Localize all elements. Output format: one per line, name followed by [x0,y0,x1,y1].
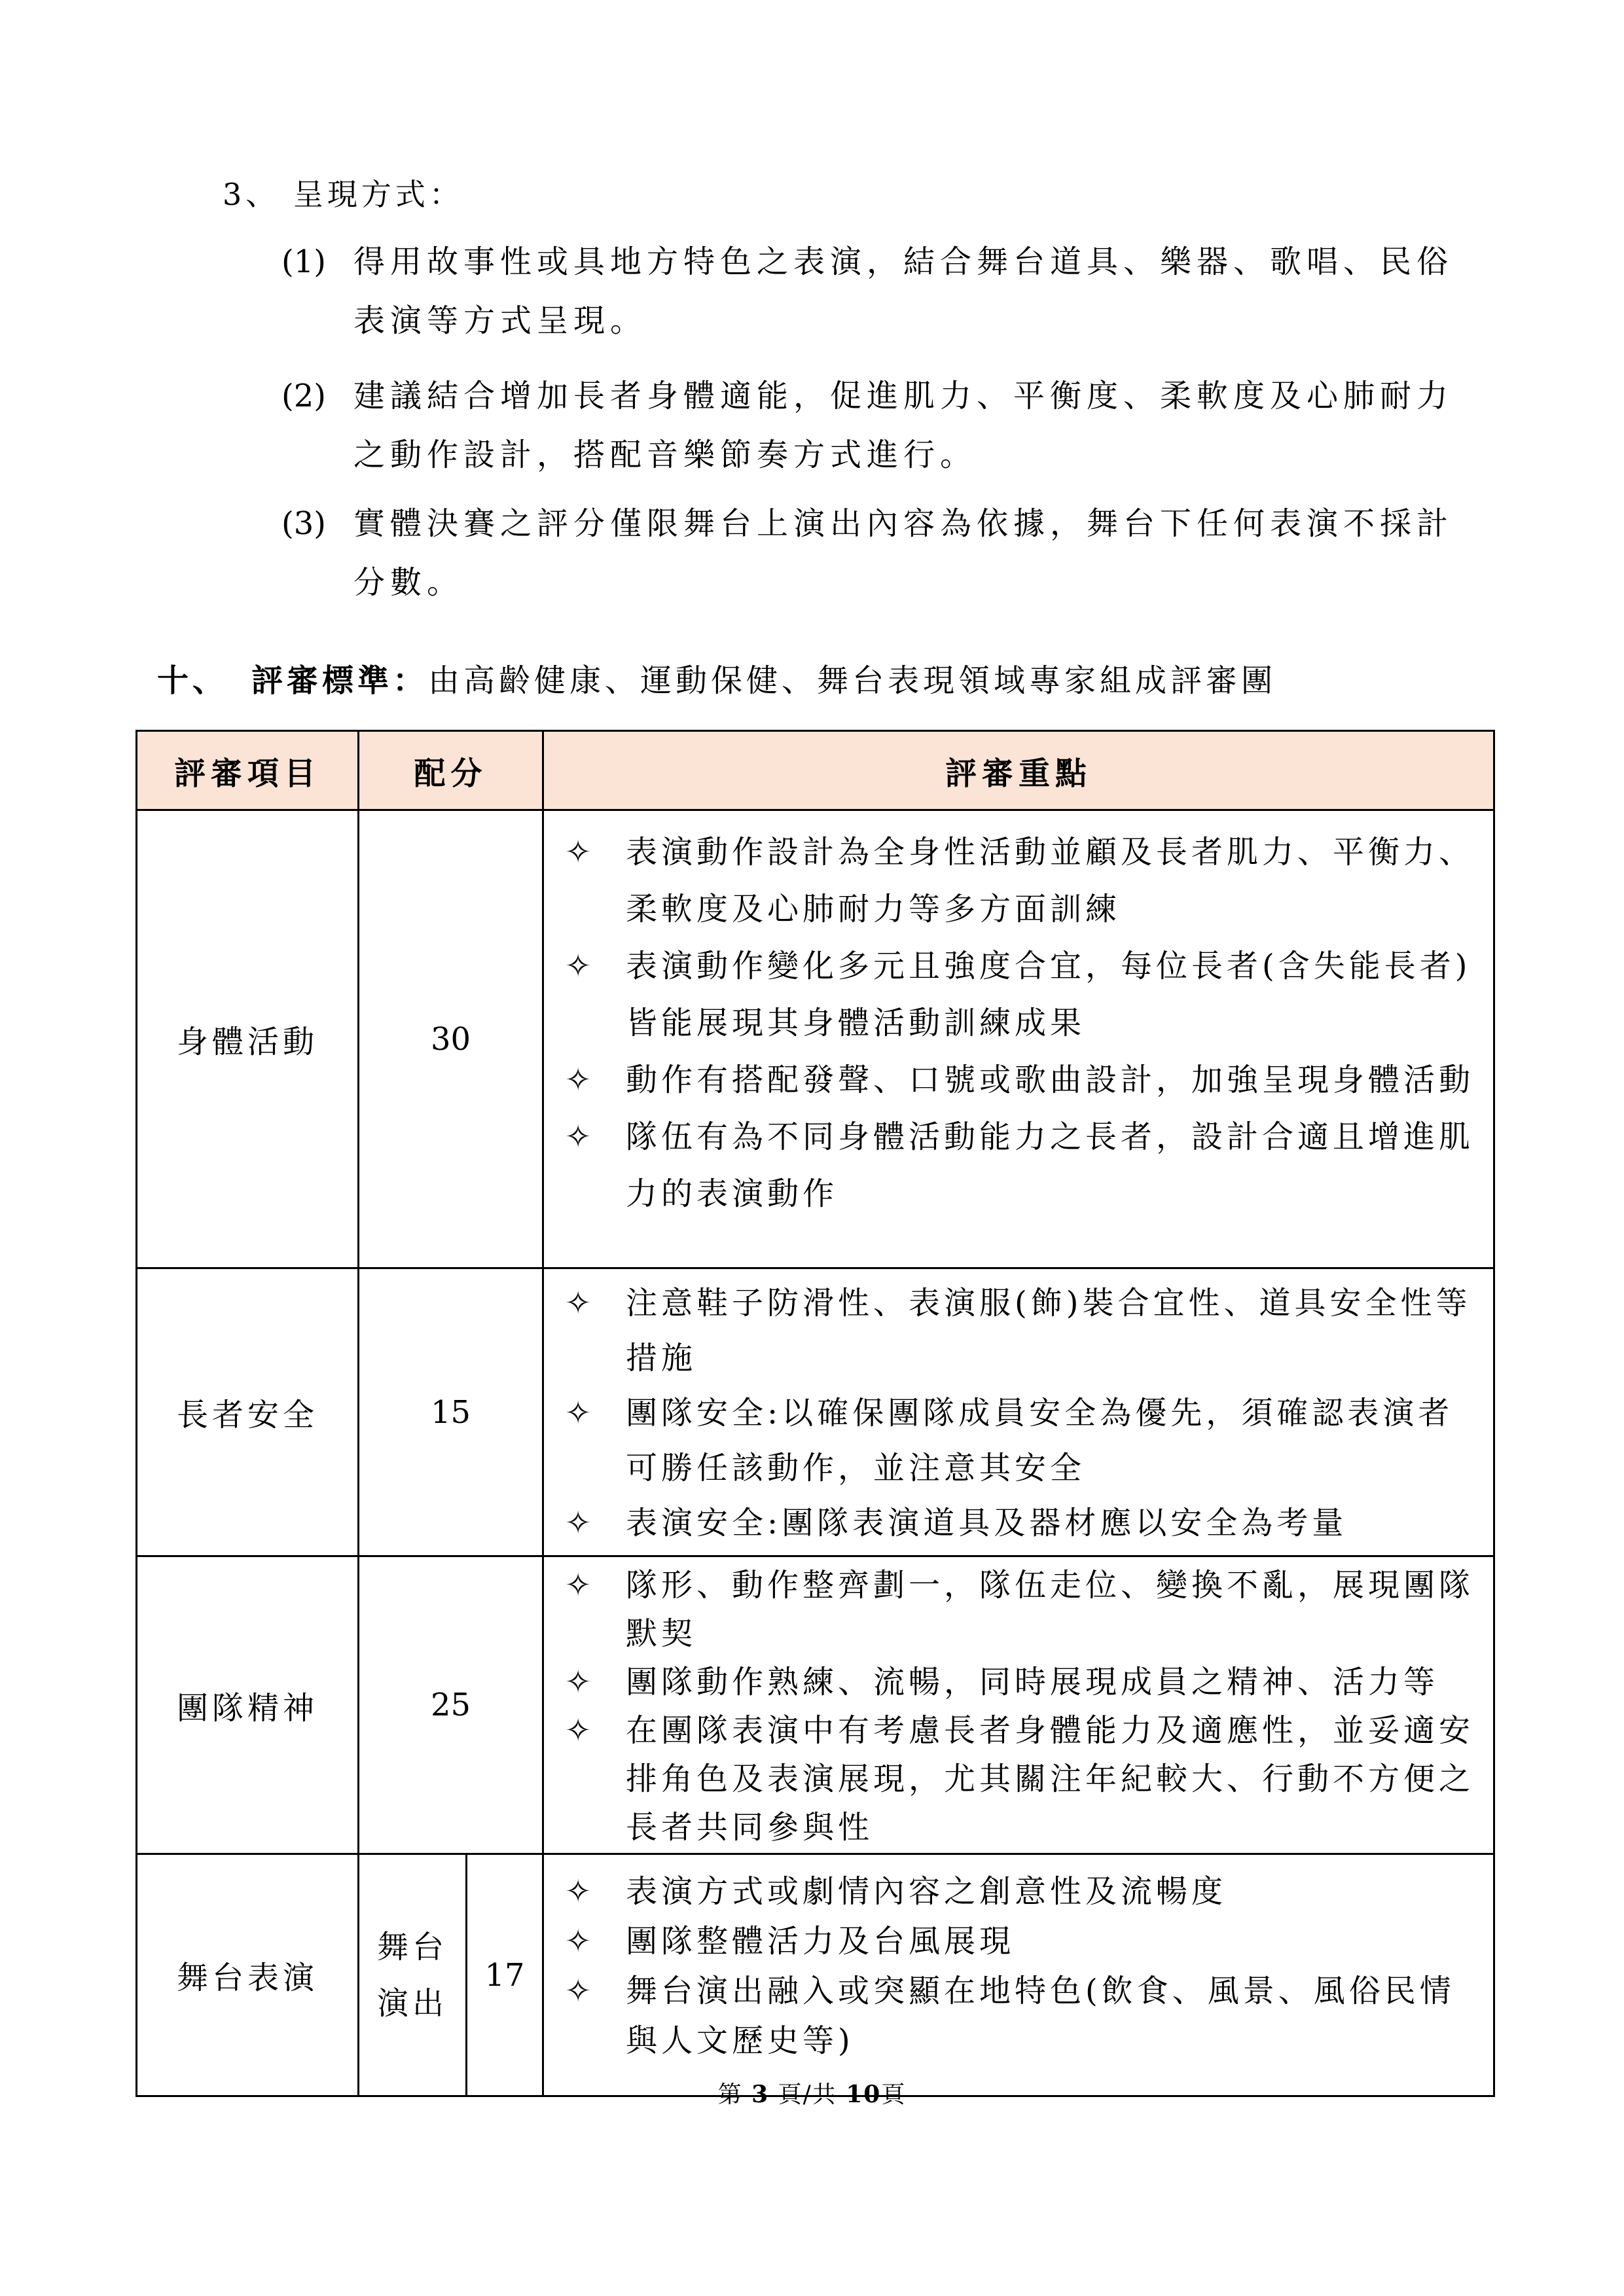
bullet-icon: ✧ [565,1712,596,1749]
table-row [137,1556,1494,1854]
item-text: 建議結合增加長者身體適能，促進肌力、平衡度、柔軟度及心肺耐力之動作設計，搭配音樂節奏方式進行。 [353,378,1454,473]
criterion-focus [543,1268,1494,1556]
list-item: ✧ 舞台演出融入或突顯在地特色(飲食、風景、風俗民情與人文歷史等) [544,1966,1493,2066]
criterion-name: 舞台表演 [137,1854,359,2096]
item-number: (3) [281,505,326,542]
criterion-score: 15 [359,1268,543,1556]
bullet-icon: ✧ [565,1395,596,1431]
header-focus: 評審重點 [543,731,1494,810]
bullet-icon: ✧ [565,1664,596,1700]
criterion-score: 17 [467,1854,543,2096]
criterion-subitem: 舞台 演出 [359,1854,467,2096]
list-item: ✧ 表演安全:團隊表演道具及器材應以安全為考量 [544,1496,1493,1551]
criterion-score: 30 [359,810,543,1268]
criterion-name: 身體活動 [137,810,359,1268]
list-item: ✧ 表演動作變化多元且強度合宜，每位長者(含失能長者)皆能展現其身體活動訓練成果 [544,938,1493,1052]
criterion-focus [543,810,1494,1268]
bullet-icon: ✧ [565,1505,596,1541]
bullet-icon: ✧ [565,1973,596,2009]
bullet-icon: ✧ [565,1119,596,1155]
list-item [281,232,1454,339]
criterion-focus [543,1556,1494,1854]
list-item: ✧ 團隊安全:以確保團隊成員安全為優先，須確認表演者可勝任該動作，並注意其安全 [544,1386,1493,1496]
list-item: ✧ 表演動作設計為全身性活動並顧及長者肌力、平衡力、柔軟度及心肺耐力等多方面訓練 [544,824,1493,938]
header-score: 配分 [359,731,543,810]
item-number: (1) [281,243,326,280]
item-text: 實體決賽之評分僅限舞台上演出內容為依據，舞台下任何表演不採計分數。 [353,505,1454,601]
section-3-heading: 3、 呈現方式： [223,177,463,212]
bullet-icon: ✧ [565,1062,596,1098]
section-label: 評審標準： [251,662,429,699]
list-item: ✧ 隊伍有為不同身體活動能力之長者，設計合適且增進肌力的表演動作 [544,1109,1493,1223]
list-item: ✧ 在團隊表演中有考慮長者身體能力及適應性，並妥適安排角色及表演展現，尤其關注年紀較大、行動不方便之長者共同參與性 [544,1706,1493,1852]
list-item: ✧ 團隊動作熟練、流暢，同時展現成員之精神、活力等 [544,1658,1493,1706]
bullet-icon: ✧ [565,948,596,984]
page-number: 3 [751,2081,770,2108]
header-item: 評審項目 [137,731,359,810]
section-number: 十、 [157,662,228,699]
bullet-icon: ✧ [565,834,596,870]
bullet-icon: ✧ [565,1285,596,1321]
list-item [281,367,1454,473]
bullet-icon: ✧ [565,1567,596,1604]
item-number: (2) [281,378,326,414]
section-text: 由高齡健康、運動保健、舞台表現領域專家組成評審團 [428,662,1277,699]
page-total: 10 [846,2081,882,2108]
bullet-icon: ✧ [565,1873,596,1910]
page-footer: 第 3 頁/共 10頁 [717,2081,907,2108]
list-item: ✧ 隊形、動作整齊劃一，隊伍走位、變換不亂，展現團隊默契 [544,1561,1493,1658]
criterion-score: 25 [359,1556,543,1854]
criterion-name: 長者安全 [137,1268,359,1556]
table-header-row [137,731,1494,810]
list-item: ✧ 動作有搭配發聲、口號或歌曲設計，加強呈現身體活動 [544,1052,1493,1109]
list-item: ✧ 表演方式或劇情內容之創意性及流暢度 [544,1867,1493,1916]
list-item [281,494,1454,601]
criterion-focus [543,1854,1494,2096]
list-item: ✧ 注意鞋子防滑性、表演服(飾)裝合宜性、道具安全性等措施 [544,1276,1493,1386]
table-row [137,1854,1494,2096]
criteria-table [135,730,1495,2097]
section-10-heading [157,655,1276,707]
table-row [137,1268,1494,1556]
criterion-name: 團隊精神 [137,1556,359,1854]
bullet-icon: ✧ [565,1923,596,1960]
table-row [137,810,1494,1268]
list-item: ✧ 團隊整體活力及台風展現 [544,1916,1493,1966]
item-text: 得用故事性或具地方特色之表演，結合舞台道具、樂器、歌唱、民俗表演等方式呈現。 [353,243,1454,339]
